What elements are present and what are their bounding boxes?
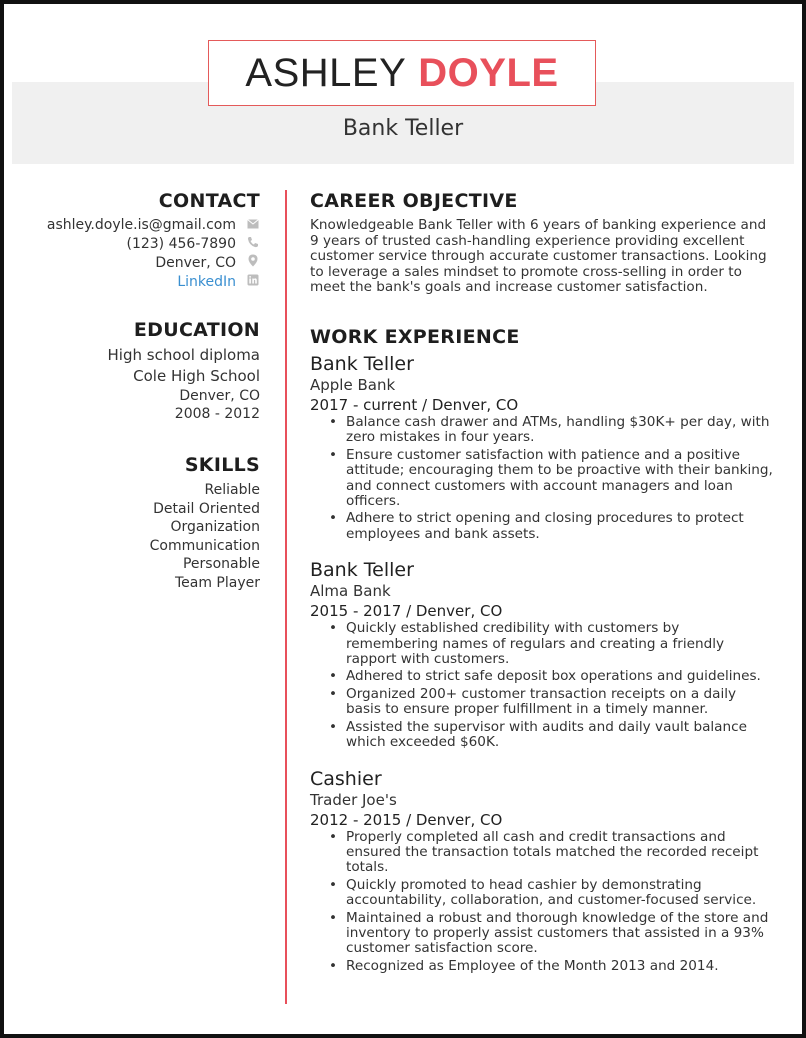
first-name: ASHLEY — [245, 50, 407, 95]
bullet-item: • Organized 200+ customer transaction receipts on a daily basis to ensure proper fulfillment in a timely manner. — [346, 687, 774, 718]
job-dates: 2017 - current / Denver, CO — [310, 396, 519, 414]
skill-item: Reliable — [204, 482, 260, 498]
job-title-header: Bank Teller — [342, 116, 464, 141]
education-heading: EDUCATION — [133, 319, 260, 341]
job-bullets — [310, 830, 774, 975]
email-text[interactable]: ashley.doyle.is@gmail.com — [46, 217, 236, 233]
job-dates: 2012 - 2015 / Denver, CO — [310, 810, 503, 829]
contact-email[interactable] — [24, 216, 260, 235]
skill-item: Personable — [182, 556, 260, 572]
contact-section — [24, 190, 260, 292]
job-dates: 2015 - 2017 / Denver, CO — [310, 602, 503, 621]
job-title: Bank Teller — [310, 559, 414, 582]
skills-section — [24, 454, 260, 592]
experience-section — [310, 326, 774, 976]
objective-section — [310, 190, 774, 296]
bullet-item: • Quickly promoted to head cashier by demonstrating accountability, collaboration, and customer-focused service. — [346, 878, 774, 909]
job-company: Apple Bank — [310, 376, 396, 394]
job-company: Alma Bank — [310, 582, 391, 601]
envelope-icon — [246, 216, 260, 235]
bullet-item: • Ensure customer satisfaction with patience and a positive attitude; encouraging them to be proactive with their banking, and connect customers with account managers and loan officers. — [346, 448, 774, 510]
objective-heading: CAREER OBJECTIVE — [310, 190, 518, 212]
experience-heading: WORK EXPERIENCE — [310, 326, 520, 348]
job-company: Trader Joe's — [310, 790, 397, 809]
education-location: Denver, CO — [179, 388, 260, 404]
bullet-item: • Adhere to strict opening and closing procedures to protect employees and bank assets. — [346, 511, 774, 542]
linkedin-link[interactable]: LinkedIn — [177, 274, 236, 290]
linkedin-icon — [246, 273, 260, 292]
education-degree: High school diploma — [107, 346, 260, 364]
skill-item: Detail Oriented — [153, 500, 260, 517]
contact-heading: CONTACT — [158, 190, 260, 212]
bullet-item: • Maintained a robust and thorough knowledge of the store and inventory to properly assist customers that assisted in a 93% customer satisfaction score. — [346, 911, 774, 957]
map-pin-icon — [246, 254, 260, 273]
contact-linkedin[interactable] — [24, 273, 260, 292]
skill-item: Team Player — [174, 574, 260, 591]
bullet-item: • Quickly established credibility with customers by remembering names of regulars and creating a friendly rapport with customers. — [346, 621, 774, 667]
education-school: Cole High School — [133, 367, 260, 385]
job-entry — [310, 353, 774, 542]
job-title: Bank Teller — [310, 353, 414, 375]
bullet-item: • Properly completed all cash and credit transactions and ensured the transaction totals matched the recorded receipt totals. — [346, 830, 774, 876]
objective-text: Knowledgeable Bank Teller with 6 years of banking experience and 9 years of trusted cash-handling experience providing excellent customer service through accurate customer transactions. Looking to leverage a sales mindset to promote cross-selling in order to meet the bank's goals and increase customer satisfaction. — [310, 217, 767, 296]
name-box — [208, 40, 596, 106]
phone-text: (123) 456-7890 — [126, 236, 236, 252]
job-bullets — [310, 415, 774, 542]
bullet-item: • Assisted the supervisor with audits and daily vault balance which exceeded $60K. — [346, 720, 774, 751]
location-text: Denver, CO — [155, 255, 236, 271]
bullet-item: • Balance cash drawer and ATMs, handling $30K+ per day, with zero mistakes in four years. — [346, 415, 774, 446]
contact-phone — [24, 235, 260, 254]
contact-location — [24, 254, 260, 273]
phone-icon — [246, 235, 260, 254]
skills-heading: SKILLS — [184, 454, 260, 476]
bullet-item: • Recognized as Employee of the Month 2013 and 2014. — [346, 959, 774, 974]
job-title: Cashier — [310, 767, 382, 790]
last-name: DOYLE — [418, 50, 559, 95]
education-section — [24, 319, 260, 423]
skill-item: Organization — [170, 519, 260, 535]
column-divider — [285, 190, 287, 1004]
job-bullets — [310, 621, 774, 750]
education-years: 2008 - 2012 — [174, 406, 260, 422]
bullet-item: • Adhered to strict safe deposit box operations and guidelines. — [346, 669, 774, 684]
job-entry — [310, 559, 774, 750]
job-entry — [310, 768, 774, 975]
skill-item: Communication — [149, 537, 260, 554]
